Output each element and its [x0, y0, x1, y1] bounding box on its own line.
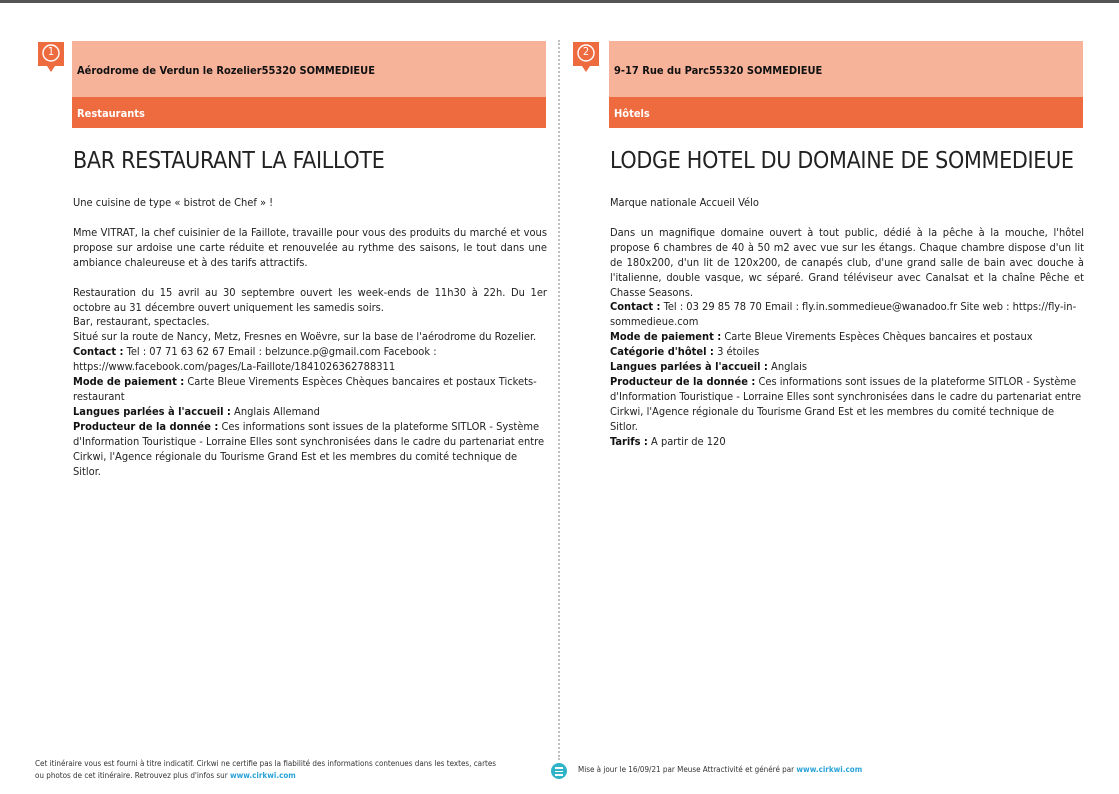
description-text: Dans un magnifique domaine ouvert à tout public, dédié à la pêche à la mouche, l'hôtel propose 6 chambres de 40 à 50 m2 avec vue sur les étangs. Chaque chambre dispose d'un lit de 180x200, d'un lit de 120x200, de canapés club, d'une grand salle de bain avec douche à l'italienne, double vasque, wc séparé. Grand téléviseur avec Canalsat et la chaîne Pêche et Chasse Seasons.: [610, 225, 1084, 299]
payment-label: Mode de paiement :: [73, 375, 185, 389]
hotel-category-label: Catégorie d'hôtel :: [610, 345, 714, 359]
top-border: [0, 0, 1119, 3]
map-pin-icon: [571, 40, 601, 74]
producer-value: Ces informations sont issues de la plateforme SITLOR - Système d'Information Touristique - Lorraine Elles sont synchronisées dans le cadre du partenariat entre Cirkwi, l'Agence régionale du Tourisme Grand Est et les membres du comité technique de Sitlor.: [610, 374, 1082, 433]
payment-value: Carte Bleue Virements Espèces Chèques bancaires et postaux Tickets-restaurant: [73, 375, 537, 403]
producer-line: [610, 375, 1084, 435]
description-text: Mme VITRAT, la chef cuisinier de la Faillote, travaille pour vous des produits du marché et vous propose sur ardoise une carte réduite et renouvelée au rythme des saisons, le tout dans une ambiance chaleureuse et à des tarifs attractifs.: [73, 225, 547, 269]
payment-line: [73, 375, 547, 405]
address-band: [72, 41, 546, 97]
category-label: Restaurants: [77, 107, 145, 120]
address-band: [609, 41, 1083, 97]
contact-value: Tel : 07 71 63 62 67 Email : belzunce.p@gmail.com Facebook : https://www.facebook.com/pages/La-Faillote/1841026362788311: [73, 345, 437, 374]
disclaimer-text: Cet itinéraire vous est fourni à titre indicatif. Cirkwi ne certifie pas la fiabilité des informations contenues dans les textes, cartes ou photos de cet itinéraire. Retrouvez plus d'infos sur: [35, 759, 497, 780]
intro-text: Une cuisine de type « bistrot de Chef » !: [73, 196, 274, 209]
contact-label: Contact :: [73, 345, 124, 359]
schedule-text: Restauration du 15 avril au 30 septembre ouvert les week-ends de 11h30 à 22h. Du 1er octobre au 31 décembre ouvert uniquement les samedis soirs.: [73, 285, 547, 314]
update-text: Mise à jour le 16/09/21 par Meuse Attractivité et généré par: [578, 765, 795, 774]
languages-label: Langues parlées à l'accueil :: [73, 404, 231, 418]
marker-number: 2: [582, 45, 590, 58]
poi-title: BAR RESTAURANT LA FAILLOTE: [73, 148, 385, 174]
column-divider: [558, 40, 560, 760]
poi-body: [610, 196, 1084, 450]
marker-number: 1: [47, 45, 55, 58]
poi-title: LODGE HOTEL DU DOMAINE DE SOMMEDIEUE: [610, 148, 1074, 174]
hotel-category-value: 3 étoiles: [717, 345, 760, 359]
languages-line: [610, 360, 1084, 375]
languages-line: [73, 405, 547, 420]
contact-line: [610, 300, 1084, 330]
map-pin-icon: [36, 40, 66, 74]
rates-label: Tarifs :: [610, 434, 648, 448]
location-text: Situé sur la route de Nancy, Metz, Fresnes en Woëvre, sur la base de l'aérodrome du Rozelier.: [73, 330, 537, 344]
intro-text: Marque nationale Accueil Vélo: [610, 196, 759, 209]
poi-body: [73, 196, 547, 479]
contact-line: [73, 345, 547, 375]
address-text: 9-17 Rue du Parc55320 SOMMEDIEUE: [614, 64, 823, 77]
services-text: Bar, restaurant, spectacles.: [73, 315, 210, 329]
payment-line: [610, 330, 1084, 345]
cirkwi-link[interactable]: www.cirkwi.com: [796, 765, 863, 774]
category-label: Hôtels: [614, 107, 650, 120]
cirkwi-link[interactable]: www.cirkwi.com: [229, 770, 296, 780]
footer-update: [578, 765, 862, 774]
languages-value: Anglais: [771, 360, 808, 374]
producer-label: Producteur de la donnée :: [610, 374, 756, 388]
rates-line: [610, 435, 1084, 450]
hotel-category-line: [610, 345, 1084, 360]
category-band: [609, 97, 1083, 128]
producer-value: Ces informations sont issues de la plateforme SITLOR - Système d'Information Touristique - Lorraine Elles sont synchronisées dans le cadre du partenariat entre Cirkwi, l'Agence régionale du Tourisme Grand Est et les membres du comité technique de Sitlor.: [73, 419, 545, 478]
languages-label: Langues parlées à l'accueil :: [610, 360, 768, 374]
contact-label: Contact :: [610, 300, 661, 314]
payment-label: Mode de paiement :: [610, 330, 722, 344]
poi-card-1: [72, 41, 546, 120]
producer-label: Producteur de la donnée :: [73, 419, 219, 433]
rates-value: A partir de 120: [651, 434, 726, 448]
payment-value: Carte Bleue Virements Espèces Chèques bancaires et postaux: [724, 330, 1033, 344]
cirkwi-logo-icon: [551, 763, 567, 779]
contact-value: Tel : 03 29 85 78 70 Email : fly.in.sommedieue@wanadoo.fr Site web : https://fly-in-sommedieue.com: [610, 300, 1077, 329]
address-text: Aérodrome de Verdun le Rozelier55320 SOMMEDIEUE: [77, 64, 375, 77]
poi-card-2: [609, 41, 1083, 120]
languages-value: Anglais Allemand: [234, 404, 320, 418]
footer-disclaimer: [35, 758, 505, 781]
producer-line: [73, 420, 547, 480]
category-band: [72, 97, 546, 128]
